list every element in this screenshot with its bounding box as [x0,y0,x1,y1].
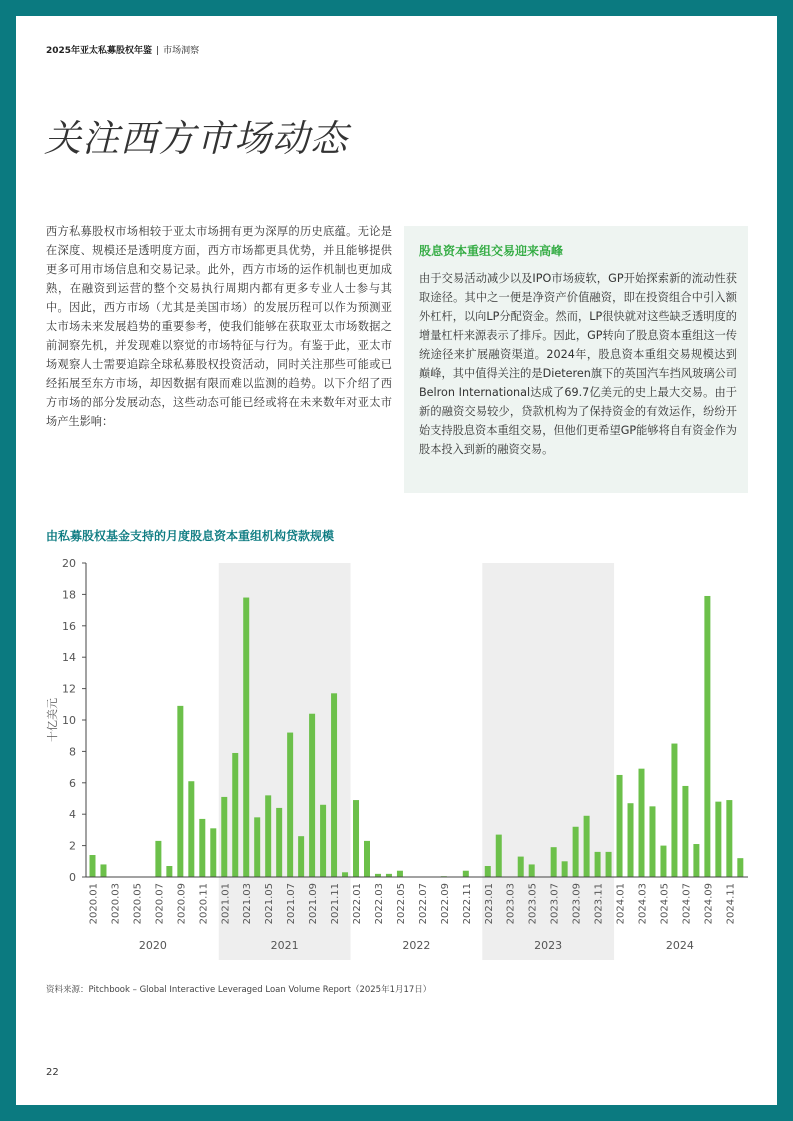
bar-2021.04 [254,817,260,877]
x-tick-label: 2024.09 [703,883,715,925]
bar-2021.08 [298,836,304,877]
x-tick-label: 2023.01 [483,883,495,925]
bar-2020.08 [166,866,172,877]
bar-2023.09 [573,827,579,877]
y-tick-label: 20 [62,557,76,570]
x-tick-label: 2021.11 [330,883,342,925]
x-tick-label: 2022.03 [373,883,385,925]
y-tick-label: 16 [62,619,76,633]
y-tick-label: 0 [69,871,76,884]
chart-title: 由私募股权基金支持的月度股息资本重组机构贷款规模 [46,529,335,543]
x-tick-label: 2021.03 [242,883,254,925]
bar-2021.11 [331,693,337,877]
bar-2024.07 [682,786,688,877]
report-title: 2025年亚太私募股权年鉴 [46,46,153,56]
year-label-2024: 2024 [665,939,694,952]
bar-2023.01 [485,866,491,877]
bar-2020.12 [210,828,216,877]
x-tick-label: 2023.05 [527,883,539,925]
x-tick-label: 2020.07 [154,883,166,925]
source-note: 资料来源：Pitchbook – Global Interactive Leveraged Loan Volume Report（2025年1月17日） [46,985,432,995]
x-tick-label: 2024.11 [725,883,737,925]
y-tick-label: 10 [62,714,76,727]
bar-2023.02 [496,835,502,877]
bar-2021.01 [221,797,227,877]
x-tick-label: 2022.07 [417,883,429,925]
bar-2021.06 [276,808,282,877]
bar-2020.02 [100,864,106,877]
x-tick-label: 2023.11 [593,883,605,925]
bar-2021.05 [265,795,271,877]
section-name: 市场洞察 [163,46,200,56]
x-tick-label: 2023.07 [549,883,561,925]
bar-2024.08 [693,844,699,877]
sidebar-text: 由于交易活动减少以及IPO市场疲软，GP开始探索新的流动性获取途径。其中之一便是净资产价值融资，即在投资组合中引入额外杠杆，以向LP分配资金。然而，LP很快就对这些缺乏透明度的增量杠杆来源表示了排斥。因此，GP转向了股息资本重组这一传统途径来扩展融资渠道。2024年，股息资本重组交易规模达到巅峰，其中值得关注的是Dieteren旗下的英国汽车挡风玻璃公司Belron International达成了69.7亿美元的史上最大交易。由于新的融资交易较少，贷款机构为了保持资金的有效运作，纷纷开始支持股息资本重组交易，但他们更希望GP能够将自有资金作为股本投入到新的融资交易。 [419,272,737,456]
bar-2024.05 [660,846,666,877]
x-tick-label: 2024.07 [681,883,693,925]
bar-2024.12 [737,858,743,877]
bar-2021.07 [287,733,293,877]
year-label-2023: 2023 [534,939,563,952]
x-tick-label: 2020.01 [88,883,100,925]
x-tick-label: 2022.05 [395,883,407,925]
bar-2024.09 [704,596,710,877]
bar-2024.03 [639,769,645,877]
bar-2024.10 [715,802,721,877]
bar-2023.08 [562,861,568,877]
bar-2020.10 [188,781,194,877]
y-tick-label: 2 [69,839,76,853]
page-title: 关注西方市场动态 [44,117,348,160]
x-tick-label: 2023.09 [571,883,583,925]
x-tick-label: 2024.03 [637,883,649,925]
x-tick-label: 2022.09 [439,883,451,925]
bar-2020.01 [90,855,96,877]
x-tick-label: 2020.11 [198,883,210,925]
x-tick-label: 2021.07 [286,883,298,925]
bar-2023.05 [529,864,535,877]
x-tick-label: 2021.01 [220,883,232,925]
sidebar-title: 股息资本重组交易迎来高峰 [419,244,564,258]
bar-2020.07 [155,841,161,877]
x-tick-label: 2023.03 [505,883,517,925]
bar-2022.01 [353,800,359,877]
page-number: 22 [46,1067,59,1078]
x-tick-label: 2021.05 [264,883,276,925]
x-tick-label: 2020.03 [110,883,122,925]
x-tick-label: 2022.11 [461,883,473,925]
x-tick-label: 2020.09 [176,883,188,925]
x-tick-label: 2020.05 [132,883,144,925]
bar-2024.11 [726,800,732,877]
bar-2023.11 [595,852,601,877]
bar-2024.02 [628,803,634,877]
bar-2020.11 [199,819,205,877]
bar-2021.12 [342,872,348,877]
bar-2022.11 [463,871,469,877]
y-tick-label: 18 [62,588,76,602]
bar-2020.09 [177,706,183,877]
bar-2024.01 [617,775,623,877]
y-tick-label: 8 [69,745,76,759]
year-label-2020: 2020 [138,939,167,952]
bar-2022.05 [397,871,403,877]
bar-2021.03 [243,598,249,877]
bar-2023.12 [606,852,612,877]
bar-2021.09 [309,714,315,877]
y-tick-label: 6 [69,776,76,790]
bar-2021.02 [232,753,238,877]
bar-2021.10 [320,805,326,877]
bar-2023.07 [551,847,557,877]
y-tick-label: 4 [69,808,76,822]
header-separator: | [156,46,160,56]
x-tick-label: 2024.01 [615,883,627,925]
bar-2022.02 [364,841,370,877]
bar-2023.10 [584,816,590,877]
year-label-2022: 2022 [402,939,431,952]
y-axis-label: 十亿美元 [46,698,59,742]
y-tick-label: 12 [62,682,76,696]
year-label-2021: 2021 [270,939,299,952]
x-tick-label: 2022.01 [352,883,364,925]
bar-2024.04 [649,806,655,877]
bar-2023.04 [518,857,524,877]
x-tick-label: 2024.05 [659,883,671,925]
x-tick-label: 2021.09 [308,883,320,925]
bar-2024.06 [671,744,677,877]
y-tick-label: 14 [62,651,76,665]
intro-paragraph: 西方私募股权市场相较于亚太市场拥有更为深厚的历史底蕴。无论是在深度、规模还是透明度方面，西方市场都更具优势，并且能够提供更多可用市场信息和交易记录。此外，西方市场的运作机制也更加成熟，在融资到运营的整个交易执行周期内都有更多专业人士参与其中。因此，西方市场（尤其是美国市场）的发展历程可以作为预测亚太市场未来发展趋势的重要参考，使我们能够在获取亚太市场数据之前洞察先机，并发现难以察觉的市场特征与行为。有鉴于此，亚太市场观察人士需要追踪全球私募股权投资活动，同时关注那些可能或已经拓展至东方市场，却因数据有限而难以监测的趋势。以下介绍了西方市场的部分发展动态，这些动态可能已经或将在未来数年对亚太市场产生影响： [46,225,392,428]
